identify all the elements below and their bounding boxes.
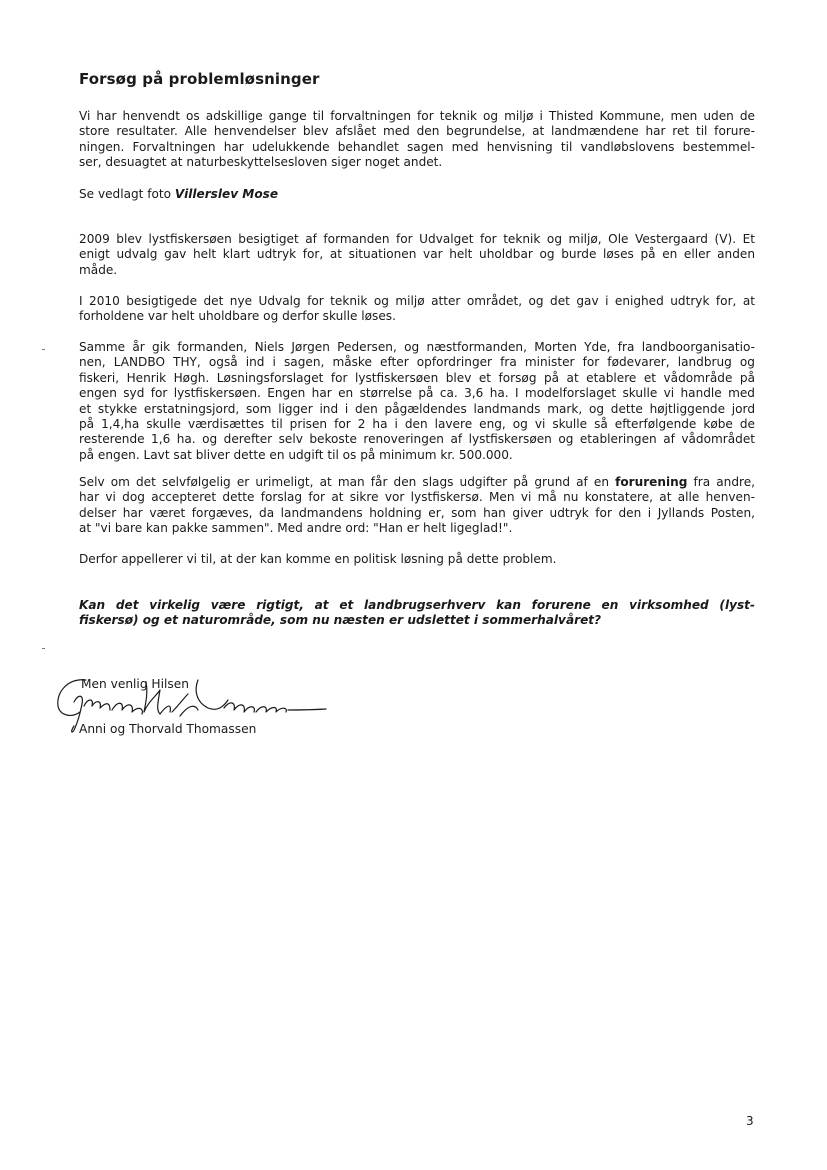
paragraph-line: ser, desuagtet at naturbeskyttelsesloven siger noget andet. <box>79 155 443 170</box>
paragraph-appeal <box>79 552 755 567</box>
paragraph-line: måde. <box>79 262 118 277</box>
emphasis-forurening: forurening <box>615 475 688 489</box>
closing-question <box>79 598 755 629</box>
paragraph-line: har vi dog accepteret dette forslag for at sikre vor lystfiskersø. Men vi må nu konstatere, at alle henven- <box>79 490 755 505</box>
paragraph-2010 <box>79 294 755 325</box>
paragraph-2009 <box>79 232 755 278</box>
signatory-names: Anni og Thorvald Thomassen <box>79 722 257 736</box>
paragraph-line: nen, LANDBO THY, også ind i sagen, måske efter opfordringer fra minister for fødevarer, landbrug og <box>79 355 755 370</box>
paragraph-line: Samme år gik formanden, Niels Jørgen Pedersen, og næstformanden, Morten Yde, fra landboorganisatio- <box>79 340 755 354</box>
paragraph-line: 2009 blev lystfiskersøen besigtiget af formanden for Udvalget for teknik og miljø, Ole Vestergaard (V). Et <box>79 232 755 246</box>
paragraph-line: store resultater. Alle henvendelser blev afslået med den begrundelse, at landmændene har ret til forure- <box>79 124 755 139</box>
paragraph-line: på 1,4,ha skulle værdisættes til prisen for 2 ha i den lavere eng, og vi skulle så efterfølgende købe de <box>79 417 755 432</box>
question-line: Kan det virkelig være rigtigt, at et landbrugserhverv kan forurene en virksomhed (lyst- <box>79 598 755 612</box>
text-run: fra andre, <box>687 475 755 489</box>
text-run: Selv om det selvfølgelig er urimeligt, at man får den slags udgifter på grund af en <box>79 475 616 489</box>
photo-note-prefix: Se vedlagt foto <box>79 187 175 201</box>
paragraph-line: Derfor appellerer vi til, at der kan komme en politisk løsning på dette problem. <box>79 552 557 566</box>
paragraph-unreasonable <box>79 475 755 537</box>
photo-note-line <box>79 187 755 202</box>
photo-note-title: Villerslev Mose <box>174 187 279 201</box>
paragraph-same-year <box>79 340 755 463</box>
closing-greeting: Men venlig Hilsen <box>81 677 189 691</box>
paragraph-line: ningen. Forvaltningen har udelukkende behandlet sagen med henvisning til vandløbslovens bestemmel- <box>79 139 755 154</box>
question-line: fiskersø) og et naturområde, som nu næsten er udslettet i sommerhalvåret? <box>79 613 602 628</box>
photo-note <box>79 187 755 202</box>
paragraph-line: på engen. Lavt sat bliver dette en udgift til os på minimum kr. 500.000. <box>79 447 513 462</box>
paragraph-line: et stykke erstatningsjord, som ligger ind i den pågældendes landmands mark, og dette højtliggende jord <box>79 401 755 416</box>
paragraph-line: Vi har henvendt os adskillige gange til forvaltningen for teknik og miljø i Thisted Kommune, men uden de <box>79 109 755 123</box>
page-number: 3 <box>746 1114 754 1128</box>
paragraph-line: at "vi bare kan pakke sammen". Med andre ord: "Han er helt ligeglad!". <box>79 521 513 536</box>
paragraph-attempts <box>79 109 755 171</box>
scan-mark <box>42 349 45 350</box>
paragraph-line: delser har været forgæves, da landmandens holdning er, som han giver udtryk for den i Jyllands Posten, <box>79 505 755 520</box>
paragraph-line: engen syd for lystfiskersøen. Engen har en størrelse på ca. 3,6 ha. I modelforslaget skulle vi handle med <box>79 386 755 401</box>
scan-mark <box>42 648 45 649</box>
paragraph-line: resterende 1,6 ha. og derefter selv bekoste renoveringen af lystfiskersøen og etableringen af vådområdet <box>79 432 755 447</box>
paragraph-line: fiskeri, Henrik Høgh. Løsningsforslaget for lystfiskersøen blev et forsøg på at etablere et vådområde på <box>79 370 755 385</box>
paragraph-line: forholdene var helt uholdbare og derfor skulle løses. <box>79 309 396 324</box>
paragraph-line <box>79 475 755 490</box>
paragraph-line: enigt udvalg gav helt klart udtryk for, at situationen var helt uholdbar og burde løses på en eller anden <box>79 247 755 262</box>
section-heading: Forsøg på problemløsninger <box>79 70 320 88</box>
paragraph-line: I 2010 besigtigede det nye Udvalg for teknik og miljø atter området, og det gav i enighed udtryk for, at <box>79 294 755 308</box>
